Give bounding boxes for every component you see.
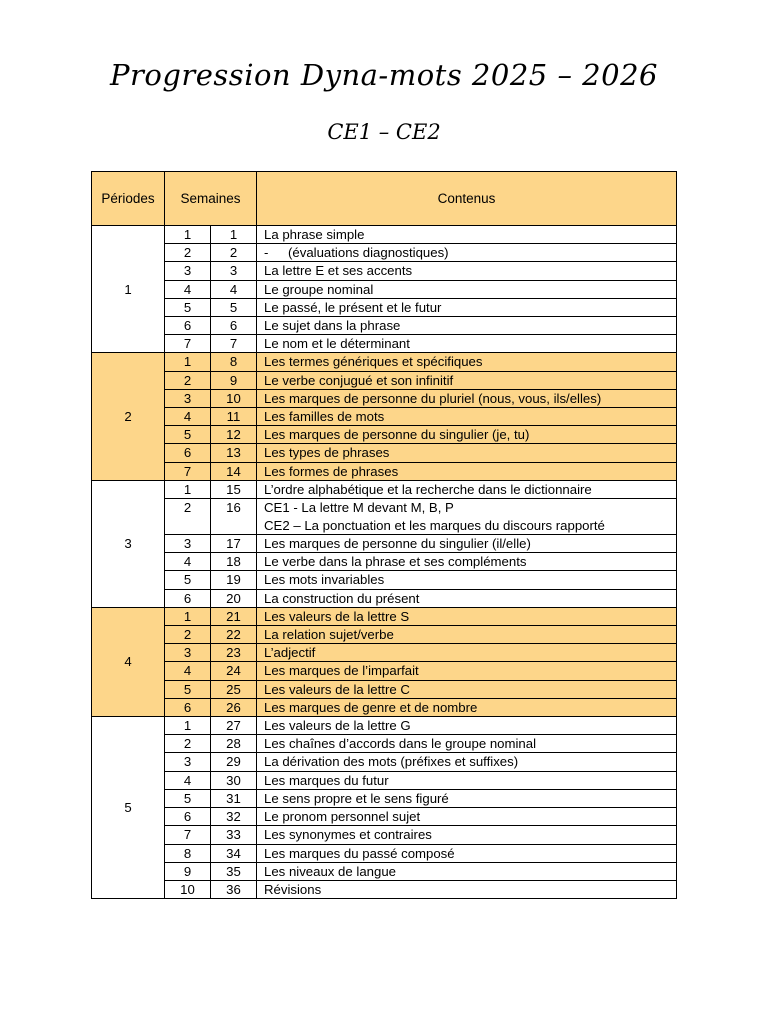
- content-cell: [257, 317, 677, 335]
- week-number-cell: 23: [211, 644, 257, 662]
- table-row: [92, 335, 677, 353]
- week-number-cell: 12: [211, 426, 257, 444]
- week-in-period-cell: 1: [165, 226, 211, 244]
- week-number-cell: 35: [211, 862, 257, 880]
- content-text: Le nom et le déterminant: [264, 336, 410, 352]
- week-number-cell: 27: [211, 717, 257, 735]
- content-cell: [257, 808, 677, 826]
- content-text: Les valeurs de la lettre C: [264, 681, 410, 697]
- table-row: [92, 862, 677, 880]
- week-number-cell: 29: [211, 753, 257, 771]
- content-text-line-2: CE2 – La ponctuation et les marques du discours rapporté: [264, 517, 605, 533]
- week-in-period-cell: 4: [165, 408, 211, 426]
- period-cell: 1: [92, 226, 165, 353]
- week-in-period-cell: 3: [165, 753, 211, 771]
- content-text: Les valeurs de la lettre S: [264, 608, 410, 624]
- page-title: Progression Dyna-mots 2025 – 2026: [110, 58, 658, 92]
- table-row: [92, 244, 677, 262]
- week-number-cell: 21: [211, 607, 257, 625]
- week-in-period-cell: 7: [165, 462, 211, 480]
- table-row: [92, 426, 677, 444]
- table-row: [92, 717, 677, 735]
- week-in-period-cell: 4: [165, 662, 211, 680]
- table-body: [92, 226, 677, 899]
- week-in-period-cell: 5: [165, 426, 211, 444]
- content-text: La lettre E et ses accents: [264, 263, 413, 279]
- table-row: [92, 826, 677, 844]
- table-row: [92, 698, 677, 716]
- content-cell: [257, 789, 677, 807]
- table-row: [92, 462, 677, 480]
- week-number-cell: 28: [211, 735, 257, 753]
- week-in-period-cell: 2: [165, 735, 211, 753]
- table-row: [92, 589, 677, 607]
- table-row: [92, 553, 677, 571]
- week-in-period-cell: 3: [165, 535, 211, 553]
- week-in-period-cell: 7: [165, 335, 211, 353]
- week-number-cell: 26: [211, 698, 257, 716]
- content-text: La relation sujet/verbe: [264, 627, 394, 643]
- period-cell: 4: [92, 607, 165, 716]
- week-number-cell: 7: [211, 335, 257, 353]
- week-in-period-cell: 6: [165, 444, 211, 462]
- week-number-cell: 14: [211, 462, 257, 480]
- week-in-period-cell: 5: [165, 789, 211, 807]
- week-in-period-cell: 4: [165, 553, 211, 571]
- table-row: [92, 408, 677, 426]
- week-in-period-cell: 6: [165, 317, 211, 335]
- week-in-period-cell: 3: [165, 389, 211, 407]
- content-cell: [257, 626, 677, 644]
- content-cell: [257, 499, 677, 535]
- progression-table: [91, 171, 677, 899]
- week-in-period-cell: 4: [165, 280, 211, 298]
- week-number-cell: 17: [211, 535, 257, 553]
- week-in-period-cell: 2: [165, 626, 211, 644]
- table-row: [92, 735, 677, 753]
- table-row: [92, 480, 677, 498]
- week-number-cell: 31: [211, 789, 257, 807]
- table-row: [92, 626, 677, 644]
- content-cell: [257, 280, 677, 298]
- content-cell: [257, 862, 677, 880]
- bullet-dash: -: [264, 245, 269, 261]
- week-number-cell: 3: [211, 262, 257, 280]
- week-number-cell: 13: [211, 444, 257, 462]
- week-number-cell: 20: [211, 589, 257, 607]
- week-number-cell: 15: [211, 480, 257, 498]
- week-number-cell: 36: [211, 880, 257, 898]
- content-text: Les marques du futur: [264, 772, 389, 788]
- content-text: (évaluations diagnostiques): [288, 245, 449, 261]
- week-number-cell: 34: [211, 844, 257, 862]
- content-text: La phrase simple: [264, 227, 365, 242]
- week-in-period-cell: 5: [165, 680, 211, 698]
- content-text: La dérivation des mots (préfixes et suffixes): [264, 754, 519, 770]
- content-cell: [257, 553, 677, 571]
- table-row: [92, 444, 677, 462]
- content-text: La construction du présent: [264, 590, 420, 606]
- week-in-period-cell: 5: [165, 298, 211, 316]
- week-in-period-cell: 6: [165, 808, 211, 826]
- week-number-cell: 1: [211, 226, 257, 244]
- period-cell: 2: [92, 353, 165, 480]
- page-subtitle: CE1 – CE2: [327, 120, 441, 144]
- table-row: [92, 607, 677, 625]
- week-in-period-cell: 2: [165, 499, 211, 535]
- content-cell: [257, 698, 677, 716]
- week-in-period-cell: 3: [165, 262, 211, 280]
- week-number-cell: 10: [211, 389, 257, 407]
- table-row: [92, 771, 677, 789]
- content-cell: [257, 389, 677, 407]
- content-cell: [257, 480, 677, 498]
- content-text: Les termes génériques et spécifiques: [264, 354, 483, 370]
- content-text: Les synonymes et contraires: [264, 827, 432, 843]
- content-text: Les valeurs de la lettre G: [264, 718, 411, 734]
- week-in-period-cell: 8: [165, 844, 211, 862]
- content-text: Les marques de personne du pluriel (nous, vous, ils/elles): [264, 390, 602, 406]
- content-text: Les mots invariables: [264, 572, 385, 588]
- table-row: [92, 353, 677, 371]
- table-row: [92, 844, 677, 862]
- content-text: Le groupe nominal: [264, 281, 374, 297]
- table-row: [92, 808, 677, 826]
- table-row: [92, 389, 677, 407]
- table-row: [92, 226, 677, 244]
- week-in-period-cell: 5: [165, 571, 211, 589]
- content-cell: [257, 607, 677, 625]
- week-number-cell: 4: [211, 280, 257, 298]
- week-number-cell: 30: [211, 771, 257, 789]
- content-cell: [257, 753, 677, 771]
- content-text: L’adjectif: [264, 645, 316, 661]
- table-row: [92, 535, 677, 553]
- week-in-period-cell: 2: [165, 371, 211, 389]
- content-cell: [257, 535, 677, 553]
- week-in-period-cell: 9: [165, 862, 211, 880]
- content-text: Le sens propre et le sens figuré: [264, 790, 449, 806]
- content-cell: [257, 826, 677, 844]
- table-row: [92, 571, 677, 589]
- table-header-row: [92, 172, 677, 226]
- content-cell: [257, 426, 677, 444]
- week-in-period-cell: 6: [165, 589, 211, 607]
- content-cell: [257, 244, 677, 262]
- content-text: Les marques de personne du singulier (je, tu): [264, 427, 530, 443]
- content-text: Les marques de genre et de nombre: [264, 699, 478, 715]
- content-cell: [257, 444, 677, 462]
- content-text: Les marques de personne du singulier (il/elle): [264, 536, 531, 552]
- content-cell: [257, 844, 677, 862]
- content-text: Le passé, le présent et le futur: [264, 299, 442, 315]
- week-in-period-cell: 10: [165, 880, 211, 898]
- week-in-period-cell: 1: [165, 480, 211, 498]
- content-text: L’ordre alphabétique et la recherche dans le dictionnaire: [264, 481, 592, 497]
- content-cell: [257, 735, 677, 753]
- header-contenus: Contenus: [257, 172, 677, 226]
- table-row: [92, 499, 677, 535]
- table-row: [92, 280, 677, 298]
- week-in-period-cell: 1: [165, 607, 211, 625]
- week-in-period-cell: 1: [165, 353, 211, 371]
- week-number-cell: 24: [211, 662, 257, 680]
- content-cell: [257, 644, 677, 662]
- content-cell: [257, 771, 677, 789]
- table-row: [92, 789, 677, 807]
- week-number-cell: 6: [211, 317, 257, 335]
- content-text: Les types de phrases: [264, 445, 390, 461]
- week-number-cell: 9: [211, 371, 257, 389]
- week-in-period-cell: 4: [165, 771, 211, 789]
- week-number-cell: 5: [211, 298, 257, 316]
- content-text: Les marques du passé composé: [264, 845, 455, 861]
- table-row: [92, 880, 677, 898]
- content-text: Les niveaux de langue: [264, 863, 396, 879]
- content-text: Les chaînes d’accords dans le groupe nominal: [264, 736, 536, 752]
- table-row: [92, 662, 677, 680]
- content-text: Les formes de phrases: [264, 463, 399, 479]
- week-number-cell: 25: [211, 680, 257, 698]
- week-number-cell: 8: [211, 353, 257, 371]
- week-in-period-cell: 2: [165, 244, 211, 262]
- content-cell: [257, 408, 677, 426]
- period-cell: 5: [92, 717, 165, 899]
- content-cell: [257, 226, 677, 244]
- table-row: [92, 680, 677, 698]
- table-row: [92, 644, 677, 662]
- content-text: Les familles de mots: [264, 409, 385, 425]
- table-header: [92, 172, 677, 226]
- table-row: [92, 317, 677, 335]
- content-text: Les marques de l’imparfait: [264, 663, 419, 679]
- content-text: Le verbe dans la phrase et ses compléments: [264, 554, 527, 570]
- table-row: [92, 298, 677, 316]
- header-periodes: Périodes: [92, 172, 165, 226]
- content-cell: [257, 571, 677, 589]
- content-text: Le verbe conjugué et son infinitif: [264, 372, 454, 388]
- content-cell: [257, 717, 677, 735]
- week-in-period-cell: 3: [165, 644, 211, 662]
- content-cell: [257, 662, 677, 680]
- week-number-cell: 2: [211, 244, 257, 262]
- content-cell: [257, 262, 677, 280]
- content-cell: [257, 589, 677, 607]
- week-number-cell: 19: [211, 571, 257, 589]
- week-number-cell: 22: [211, 626, 257, 644]
- content-cell: [257, 298, 677, 316]
- week-number-cell: 32: [211, 808, 257, 826]
- content-cell: [257, 335, 677, 353]
- week-in-period-cell: 1: [165, 717, 211, 735]
- week-in-period-cell: 6: [165, 698, 211, 716]
- content-text: Le pronom personnel sujet: [264, 809, 421, 825]
- content-cell: [257, 462, 677, 480]
- week-in-period-cell: 7: [165, 826, 211, 844]
- week-number-cell: 18: [211, 553, 257, 571]
- table-row: [92, 262, 677, 280]
- table-row: [92, 371, 677, 389]
- content-text: Le sujet dans la phrase: [264, 318, 401, 334]
- week-number-cell: 11: [211, 408, 257, 426]
- header-semaines: Semaines: [165, 172, 257, 226]
- table-row: [92, 753, 677, 771]
- content-text: Révisions: [264, 881, 322, 897]
- week-number-cell: 33: [211, 826, 257, 844]
- content-cell: [257, 371, 677, 389]
- content-cell: [257, 680, 677, 698]
- week-number-cell: 16: [211, 499, 257, 535]
- content-text: CE1 - La lettre M devant M, B, P: [264, 500, 454, 516]
- content-cell: [257, 353, 677, 371]
- period-cell: 3: [92, 480, 165, 607]
- content-cell: [257, 880, 677, 898]
